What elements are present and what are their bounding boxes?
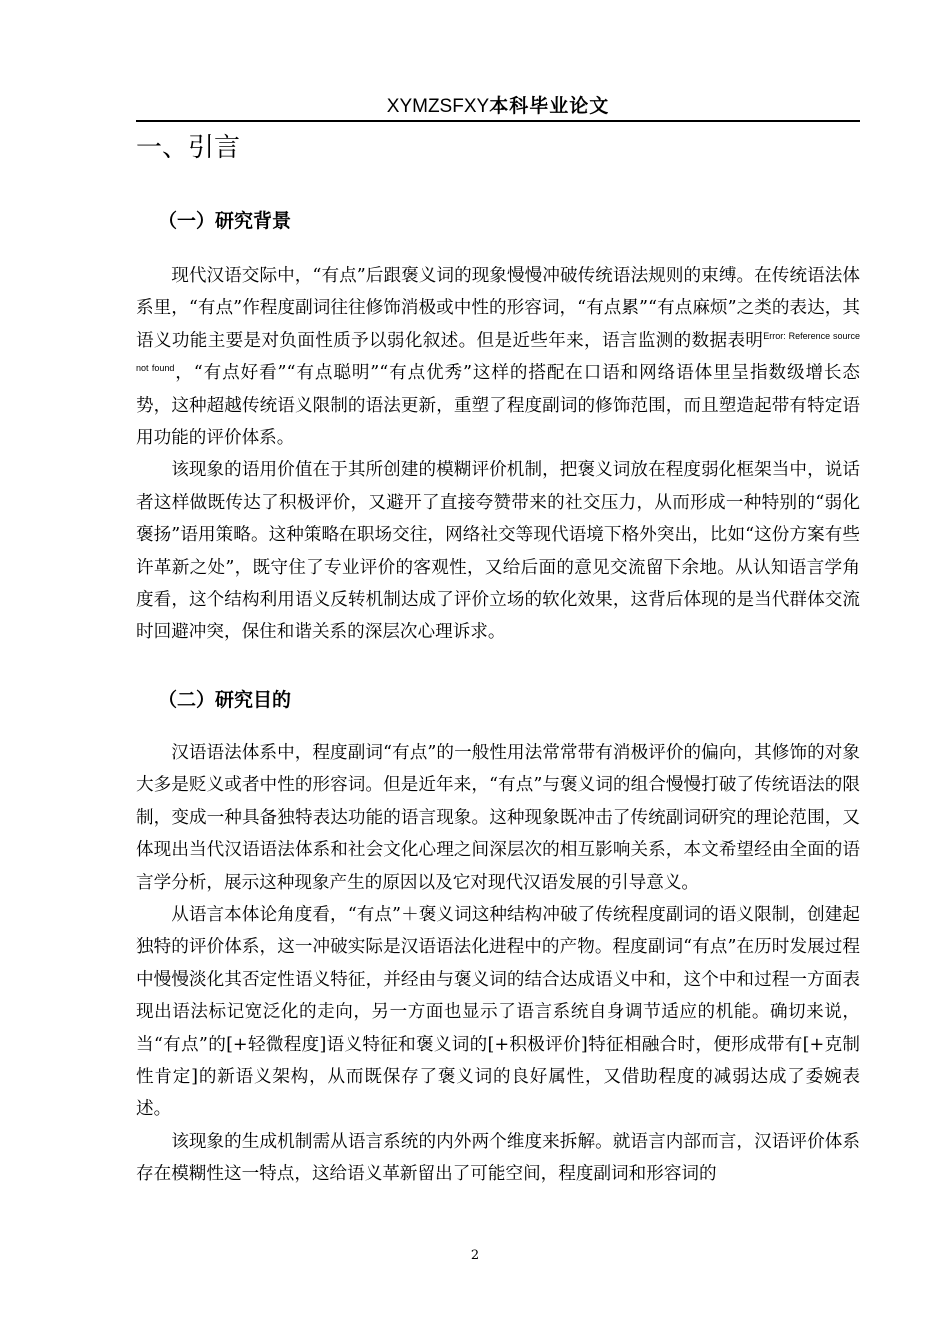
section-body-purpose	[136, 737, 860, 1191]
chapter-heading: 一、引言	[136, 133, 241, 163]
paragraph-text: 现代汉语交际中，“有点”后跟褒义词的现象慢慢冲破传统语法规则的束缚。在传统语法体系里，“有点”作程度副词往往修饰消极或中性的形容词，“有点累”“有点麻烦”之类的表达，其语义功能主要是对负面性质予以弱化叙述。但是近些年来，语言监测的数据表明	[136, 266, 860, 351]
paragraph: 该现象的生成机制需从语言系统的内外两个维度来拆解。就语言内部而言，汉语评价体系存在模糊性这一特点，这给语义革新留出了可能空间，程度副词和形容词的	[136, 1131, 860, 1185]
section-heading-background: （一）研究背景	[158, 210, 292, 232]
running-header	[136, 92, 860, 122]
paragraph: 该现象的语用价值在于其所创建的模糊评价机制，把褒义词放在程度弱化框架当中，说话者这样做既传达了积极评价，又避开了直接夸赞带来的社交压力，从而形成一种特别的“弱化褒扬”语用策略。这种策略在职场交往，网络社交等现代语境下格外突出，比如“这份方案有些许革新之处”，既守住了专业评价的客观性，又给后面的意见交流留下余地。从认知语言学角度看，这个结构利用语义反转机制达成了评价立场的软化效果，这背后体现的是当代群体交流时回避冲突，保住和谐关系的深层次心理诉求。	[136, 460, 860, 643]
error-reference-note: Error: Reference source not found	[136, 330, 860, 374]
paragraph: 汉语语法体系中，程度副词“有点”的一般性用法常常带有消极评价的偏向，其修饰的对象大多是贬义或者中性的形容词。但是近年来，“有点”与褒义词的组合慢慢打破了传统语法的限制，变成一种具备独特表达功能的语言现象。这种现象既冲击了传统副词研究的理论范围，又体现出当代汉语语法体系和社会文化心理之间深层次的相互影响关系，本文希望经由全面的语言学分析，展示这种现象产生的原因以及它对现代汉语发展的引导意义。	[136, 743, 860, 893]
section-heading-purpose: （二）研究目的	[158, 689, 292, 711]
paragraph	[136, 260, 860, 454]
paragraph: 从语言本体论角度看，“有点”＋褒义词这种结构冲破了传统程度副词的语义限制，创建起独特的评价体系，这一冲破实际是汉语语法化进程中的产物。程度副词“有点”在历时发展过程中慢慢淡化其否定性语义特征，并经由与褒义词的结合达成语义中和，这个中和过程一方面表现出语法标记宽泛化的走向，另一方面也显示了语言系统自身调节适应的机能。确切来说，当“有点”的[+轻微程度]语义特征和褒义词的[+积极评价]特征相融合时，便形成带有[+克制性肯定]的新语义架构，从而既保存了褒义词的良好属性，又借助程度的减弱达成了委婉表述。	[136, 905, 860, 1120]
section-body-background	[136, 260, 860, 649]
header-title: 本科毕业论文	[489, 95, 610, 117]
page-number: 2	[470, 1248, 480, 1263]
paragraph-text: ，“有点好看”“有点聪明”“有点优秀”这样的搭配在口语和网络语体里呈指数级增长态势，这种超越传统语义限制的语法更新，重塑了程度副词的修饰范围，而且塑造起带有特定语用功能的评价体系。	[136, 363, 860, 449]
header-code: XYMZSFXY	[386, 96, 490, 117]
